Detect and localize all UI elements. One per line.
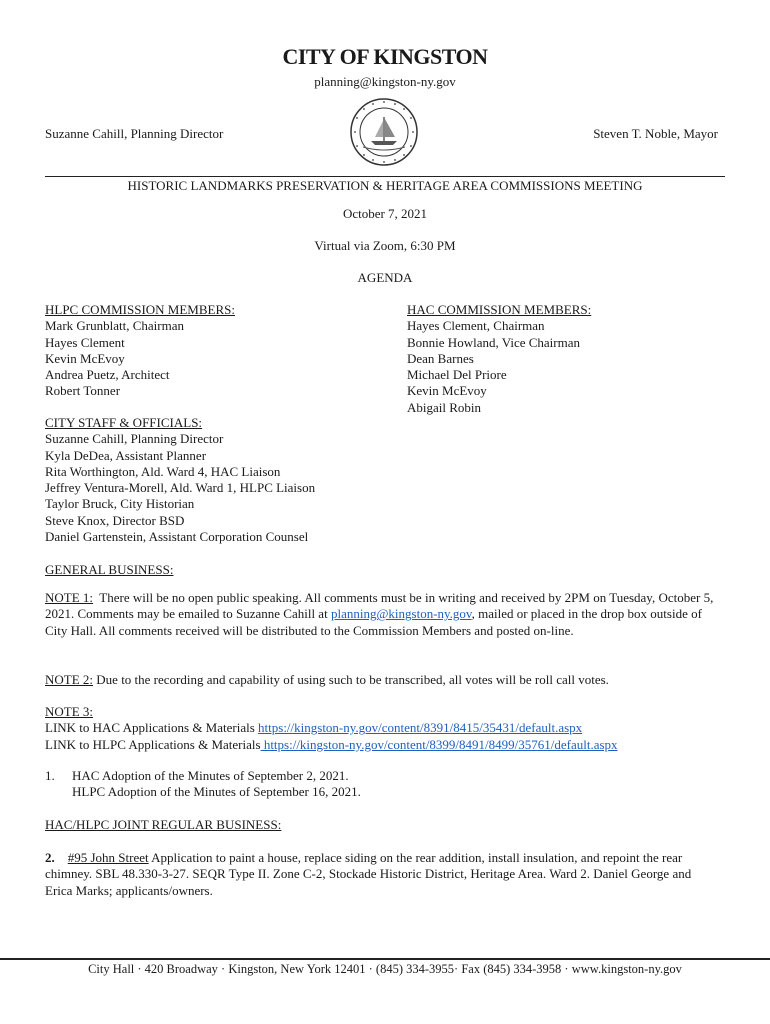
- note-2-text: Due to the recording and capability of using such to be transcribed, all votes will be roll call votes.: [93, 672, 609, 687]
- list-item: Hayes Clement: [45, 334, 125, 350]
- note-1-text-b: , mailed or placed in the drop box outside of City Hall. All comments received will be distributed to the Commission Members and posted on-line.: [45, 606, 702, 638]
- list-item: Jeffrey Ventura-Morell, Ald. Ward 1, HLPC Liaison: [45, 480, 316, 496]
- footer-divider: [0, 958, 770, 960]
- note-1-text-a: There will be no open public speaking. All comments must be in writing and received by 2PM on Tuesday, October 5, 2021. Comments may be emailed to Suzanne Cahill at: [45, 590, 714, 622]
- item-1-line-2: HLPC Adoption of the Minutes of September 16, 2021.: [72, 784, 361, 800]
- hac-heading: HAC COMMISSION MEMBERS:: [407, 302, 592, 317]
- mayor: Steven T. Noble, Mayor: [593, 126, 718, 141]
- note-1: [45, 590, 720, 639]
- list-item: Dean Barnes: [407, 350, 474, 366]
- list-item: Bonnie Howland, Vice Chairman: [407, 334, 580, 350]
- list-item: Michael Del Priore: [407, 367, 507, 383]
- list-item: Hayes Clement, Chairman: [407, 318, 545, 334]
- list-item: Rita Worthington, Ald. Ward 4, HAC Liaison: [45, 463, 281, 479]
- planning-director: Suzanne Cahill, Planning Director: [45, 126, 224, 141]
- note-1-email-link[interactable]: planning@kingston-ny.gov: [330, 606, 472, 622]
- meeting-date: October 7, 2021: [342, 206, 428, 221]
- hac-link-label: LINK to HAC Applications & Materials: [45, 720, 259, 736]
- list-item: Andrea Puetz, Architect: [45, 367, 170, 383]
- note-3-label: NOTE 3:: [45, 704, 94, 719]
- list-item: Taylor Bruck, City Historian: [45, 496, 195, 512]
- item-2-address: #95 John Street: [67, 850, 149, 865]
- note-2-label: NOTE 2:: [45, 672, 94, 687]
- item-2-text: Application to paint a house, replace siding on the rear addition, install insulation, and repoint the rear chimney. SBL 48.330-3-27. SEQR Type II. Zone C-2, Stockade Historic District, Heritage Area. Ward 2. Daniel George and Erica Marks; applicants/owners.: [45, 850, 692, 898]
- hlpc-heading: HLPC COMMISSION MEMBERS:: [45, 302, 235, 317]
- list-item: Suzanne Cahill, Planning Director: [45, 431, 224, 447]
- staff-heading: CITY STAFF & OFFICIALS:: [45, 415, 203, 430]
- agenda-item-2: [45, 850, 720, 899]
- item-number: 1.: [45, 768, 55, 783]
- agenda-heading: AGENDA: [357, 270, 413, 285]
- note-2: [45, 672, 720, 688]
- list-item: Kevin McEvoy: [407, 383, 487, 399]
- city-title: CITY OF KINGSTON: [282, 44, 488, 69]
- list-item: Kevin McEvoy: [45, 350, 125, 366]
- hlpc-applications-link[interactable]: https://kingston-ny.gov/content/8399/8491/8499/35761/default.aspx: [260, 736, 618, 752]
- item-1-line-1: HAC Adoption of the Minutes of September 2, 2021.: [72, 768, 349, 783]
- hac-applications-link[interactable]: https://kingston-ny.gov/content/8391/8415/35431/default.aspx: [258, 720, 583, 736]
- footer-contact: City Hall · 420 Broadway · Kingston, New York 12401 · (845) 334-3955· Fax (845) 334-3958 · www.kingston-ny.gov: [88, 962, 682, 976]
- header-divider: [45, 176, 725, 177]
- city-seal-icon: [349, 97, 419, 167]
- list-item: Abigail Robin: [407, 399, 482, 415]
- item-2-number: 2.: [45, 850, 55, 865]
- meeting-location: Virtual via Zoom, 6:30 PM: [314, 238, 456, 253]
- agenda-item-1: [45, 768, 720, 801]
- hac-members-block: [407, 302, 727, 416]
- hlpc-members-block: [45, 302, 385, 400]
- meeting-title: HISTORIC LANDMARKS PRESERVATION & HERITAGE AREA COMMISSIONS MEETING: [127, 178, 643, 193]
- general-business-heading: GENERAL BUSINESS:: [45, 562, 174, 577]
- list-item: Kyla DeDea, Assistant Planner: [45, 447, 207, 463]
- list-item: Daniel Gartenstein, Assistant Corporation Counsel: [45, 529, 309, 545]
- list-item: Steve Knox, Director BSD: [45, 512, 185, 528]
- note-1-label: NOTE 1:: [45, 590, 94, 605]
- note-3: [45, 704, 720, 753]
- joint-business-heading: HAC/HLPC JOINT REGULAR BUSINESS:: [45, 817, 282, 832]
- list-item: Mark Grunblatt, Chairman: [45, 318, 184, 334]
- header-email[interactable]: planning@kingston-ny.gov: [314, 74, 456, 89]
- staff-block: [45, 415, 445, 545]
- hlpc-link-label: LINK to HLPC Applications & Materials: [45, 736, 261, 752]
- list-item: Robert Tonner: [45, 383, 121, 399]
